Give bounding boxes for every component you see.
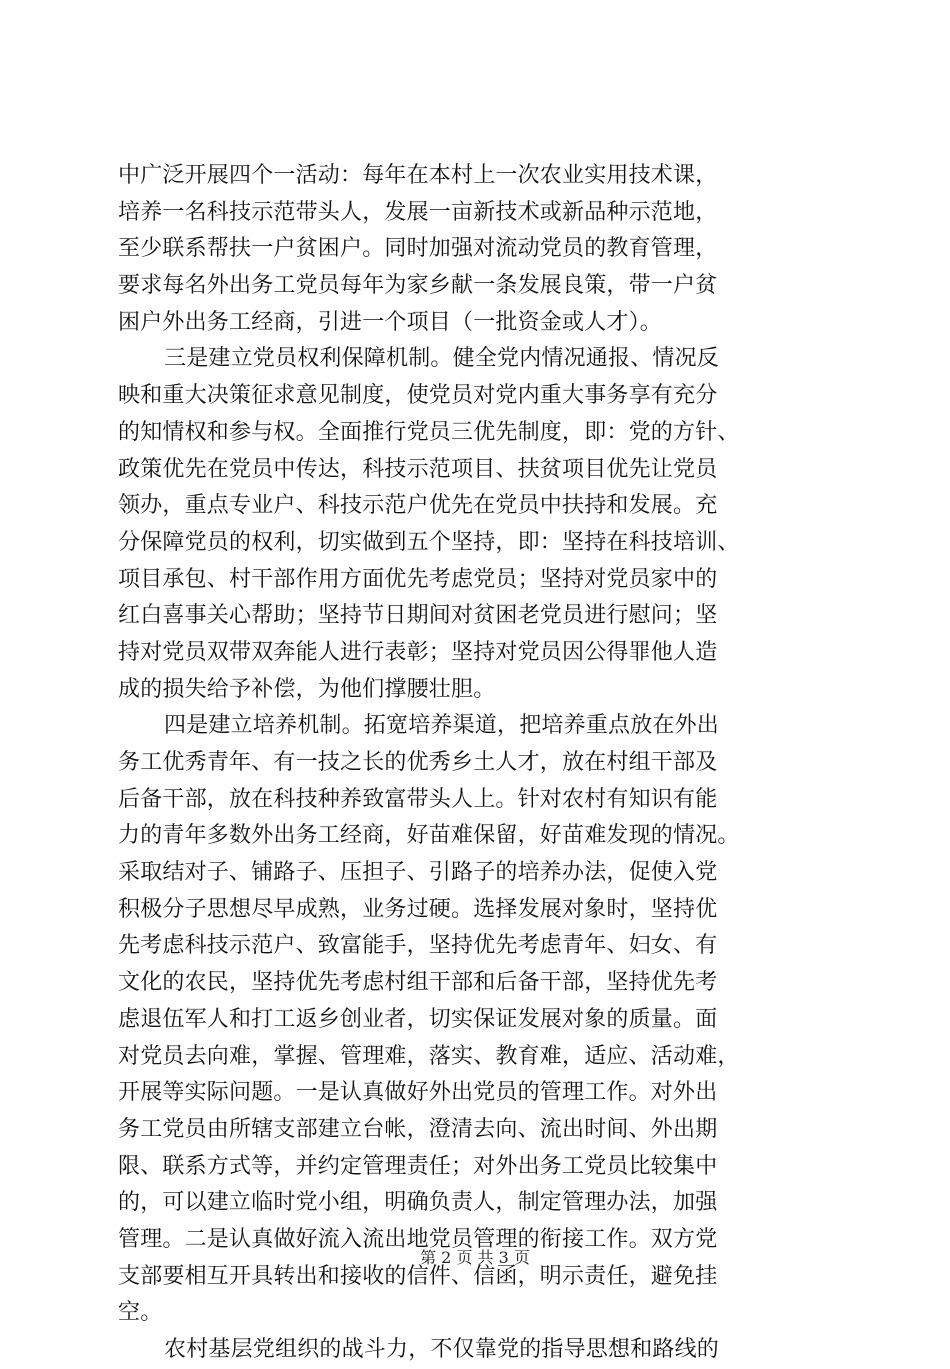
text-line: 采取结对子、铺路子、压担子、引路子的培养办法，促使入党: [118, 860, 718, 886]
text-line: 积极分子思想尽早成熟，业务过硬。选择发展对象时，坚持优: [118, 896, 718, 922]
text-line: 成的损失给予补偿，为他们撑腰壮胆。: [118, 676, 496, 702]
page-footer: 第 2 页 共 3 页: [420, 1248, 530, 1267]
text-line: 农村基层党组织的战斗力，不仅靠党的指导思想和路线的: [164, 1337, 720, 1362]
text-line: 后备干部，放在科技种养致富带头人上。针对农村有知识有能: [118, 786, 718, 812]
text-line: 红白喜事关心帮助；坚持节日期间对贫困老党员进行慰问；坚: [118, 603, 718, 629]
text-line: 要求每名外出务工党员每年为家乡献一条发展良策，带一户贫: [118, 273, 718, 299]
text-line: 的，可以建立临时党小组，明确负责人，制定管理办法，加强: [118, 1190, 718, 1216]
text-line: 四是建立培养机制。拓宽培养渠道，把培养重点放在外出: [164, 713, 720, 739]
text-line: 困户外出务工经商，引进一个项目（一批资金或人才）。: [118, 309, 663, 335]
text-line: 空。: [118, 1300, 163, 1326]
text-line: 分保障党员的权利，切实做到五个坚持，即：坚持在科技培训、: [118, 529, 740, 555]
text-line: 文化的农民，坚持优先考虑村组干部和后备干部，坚持优先考: [118, 970, 718, 996]
text-line: 限、联系方式等，并约定管理责任；对外出务工党员比较集中: [118, 1153, 718, 1179]
text-line: 项目承包、村干部作用方面优先考虑党员；坚持对党员家中的: [118, 566, 718, 592]
text-line: 对党员去向难，掌握、管理难，落实、教育难，适应、活动难，: [118, 1043, 740, 1069]
text-line: 虑退伍军人和打工返乡创业者，切实保证发展对象的质量。面: [118, 1006, 718, 1032]
text-line: 持对党员双带双奔能人进行表彰；坚持对党员因公得罪他人造: [118, 639, 718, 665]
text-line: 的知情权和参与权。全面推行党员三优先制度，即：党的方针、: [118, 419, 740, 445]
text-line: 中广泛开展四个一活动：每年在本村上一次农业实用技术课，: [118, 163, 718, 188]
text-line: 务工党员由所辖支部建立台帐，澄清去向、流出时间、外出期: [118, 1116, 718, 1142]
text-line: 务工优秀青年、有一技之长的优秀乡土人才，放在村组干部及: [118, 750, 718, 775]
text-line: 培养一名科技示范带头人，发展一亩新技术或新品种示范地，: [118, 199, 718, 225]
text-line: 领办，重点专业户、科技示范户优先在党员中扶持和发展。充: [118, 493, 718, 519]
text-line: 政策优先在党员中传达，科技示范项目、扶贫项目优先让党员: [118, 456, 718, 482]
document-body: [118, 158, 838, 1369]
text-line: 三是建立党员权利保障机制。健全党内情况通报、情况反: [164, 346, 720, 372]
text-line: 管理。二是认真做好流入流出地党员管理的衔接工作。双方党: [118, 1226, 718, 1252]
text-line: 支部要相互开具转出和接收的信件、信函，明示责任，避免挂: [118, 1263, 718, 1289]
text-line: 开展等实际问题。一是认真做好外出党员的管理工作。对外出: [118, 1080, 718, 1106]
text-line: 先考虑科技示范户、致富能手，坚持优先考虑青年、妇女、有: [118, 933, 718, 959]
text-line: 力的青年多数外出务工经商，好苗难保留，好苗难发现的情况。: [118, 823, 740, 849]
text-line: 映和重大决策征求意见制度，使党员对党内重大事务享有充分: [118, 383, 718, 409]
text-line: 至少联系帮扶一户贫困户。同时加强对流动党员的教育管理，: [118, 236, 718, 262]
